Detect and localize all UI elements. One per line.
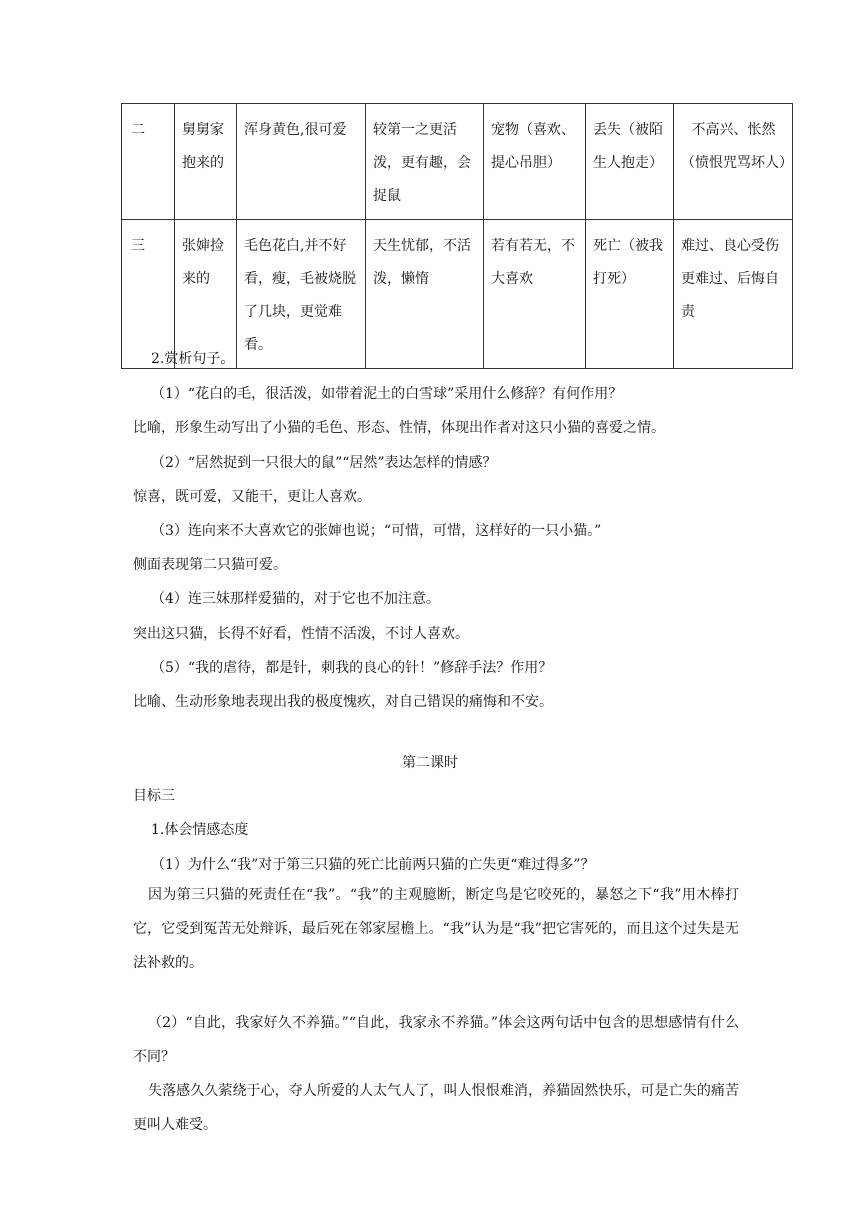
question-5: （5）“我的虐待，都是针，刺我的良心的针！”修辞手法？作用？	[151, 660, 553, 676]
table-cell: 张婶捡来的	[175, 220, 237, 369]
answer-paragraph-1: 因为第三只猫的死责任在“我”。“我”的主观臆断，断定鸟是它咬死的，暴怒之下“我”用木棒打它，它受到冤苦无处辩诉，最后死在邻家屋檐上。“我”认为是“我”把它害死的，而且这个过失是无法补救的。	[133, 887, 739, 971]
table-cell: 难过、良心受伤更难过、后悔自责	[674, 220, 793, 369]
answer-4: 突出这只猫，长得不好看，性情不活泼，不讨人喜欢。	[133, 626, 469, 642]
question-paragraph-2: （2）“自此，我家好久不养猫。”“自此，我家永不养猫。”体会这两句话中包含的思想感情有什么不同？	[133, 1015, 739, 1065]
question-3: （3）连向来不大喜欢它的张婶也说；“可惜，可惜，这样好的一只小猫。”	[151, 523, 602, 539]
table-cell: 三	[122, 220, 175, 369]
table-cell: 二	[122, 104, 175, 220]
answer-3: 侧面表现第二只猫可爱。	[133, 557, 287, 573]
section-subtitle: 1.体会情感态度	[151, 822, 249, 838]
table-cell: 较第一之更活泼，更有趣，会捉鼠	[366, 104, 484, 220]
table-cell: 浑身黄色,很可爱	[237, 104, 366, 220]
question-lesson2-1: （1）为什么“我”对于第三只猫的死亡比前两只猫的亡失更“难过得多”？	[151, 857, 595, 873]
table-cell: 宠物（喜欢、提心吊胆）	[484, 104, 586, 220]
question-2: （2）“居然捉到一只很大的鼠”“居然”表达怎样的情感？	[151, 455, 497, 471]
cat-comparison-table	[121, 103, 793, 369]
answer-paragraph-2: 失落感久久萦绕于心，夺人所爱的人太气人了，叫人恨恨难消，养猫固然快乐，可是亡失的痛苦更叫人难受。	[133, 1083, 739, 1133]
table-cell: 舅舅家抱来的	[175, 104, 237, 220]
answer-1: 比喻，形象生动写出了小猫的毛色、形态、性情，体现出作者对这只小猫的喜爱之情。	[133, 420, 665, 436]
section-title: 2.赏析句子。	[151, 351, 235, 367]
table-row	[122, 104, 793, 220]
table-cell: 毛色花白,并不好看，瘦，毛被烧脱了几块，更觉难看。	[237, 220, 366, 369]
table-cell: 死亡（被我打死）	[586, 220, 674, 369]
goal-label: 目标三	[133, 788, 175, 804]
table-cell: 丢失（被陌生人抱走）	[586, 104, 674, 220]
table-cell: 若有若无，不大喜欢	[484, 220, 586, 369]
answer-5: 比喻、生动形象地表现出我的极度愧疚，对自己错误的痛悔和不安。	[133, 694, 553, 710]
table-row	[122, 220, 793, 369]
lesson-heading: 第二课时	[402, 755, 458, 771]
question-4: （4）连三妹那样爱猫的，对于它也不加注意。	[151, 591, 440, 607]
answer-2: 惊喜，既可爱，又能干，更让人喜欢。	[133, 489, 371, 505]
question-1: （1）“花白的毛，很活泼，如带着泥土的白雪球”采用什么修辞？有何作用？	[151, 386, 623, 402]
table-cell: 天生忧郁，不活泼，懒惰	[366, 220, 484, 369]
table-cell: 不高兴、怅然（愤恨咒骂坏人）	[674, 104, 793, 220]
